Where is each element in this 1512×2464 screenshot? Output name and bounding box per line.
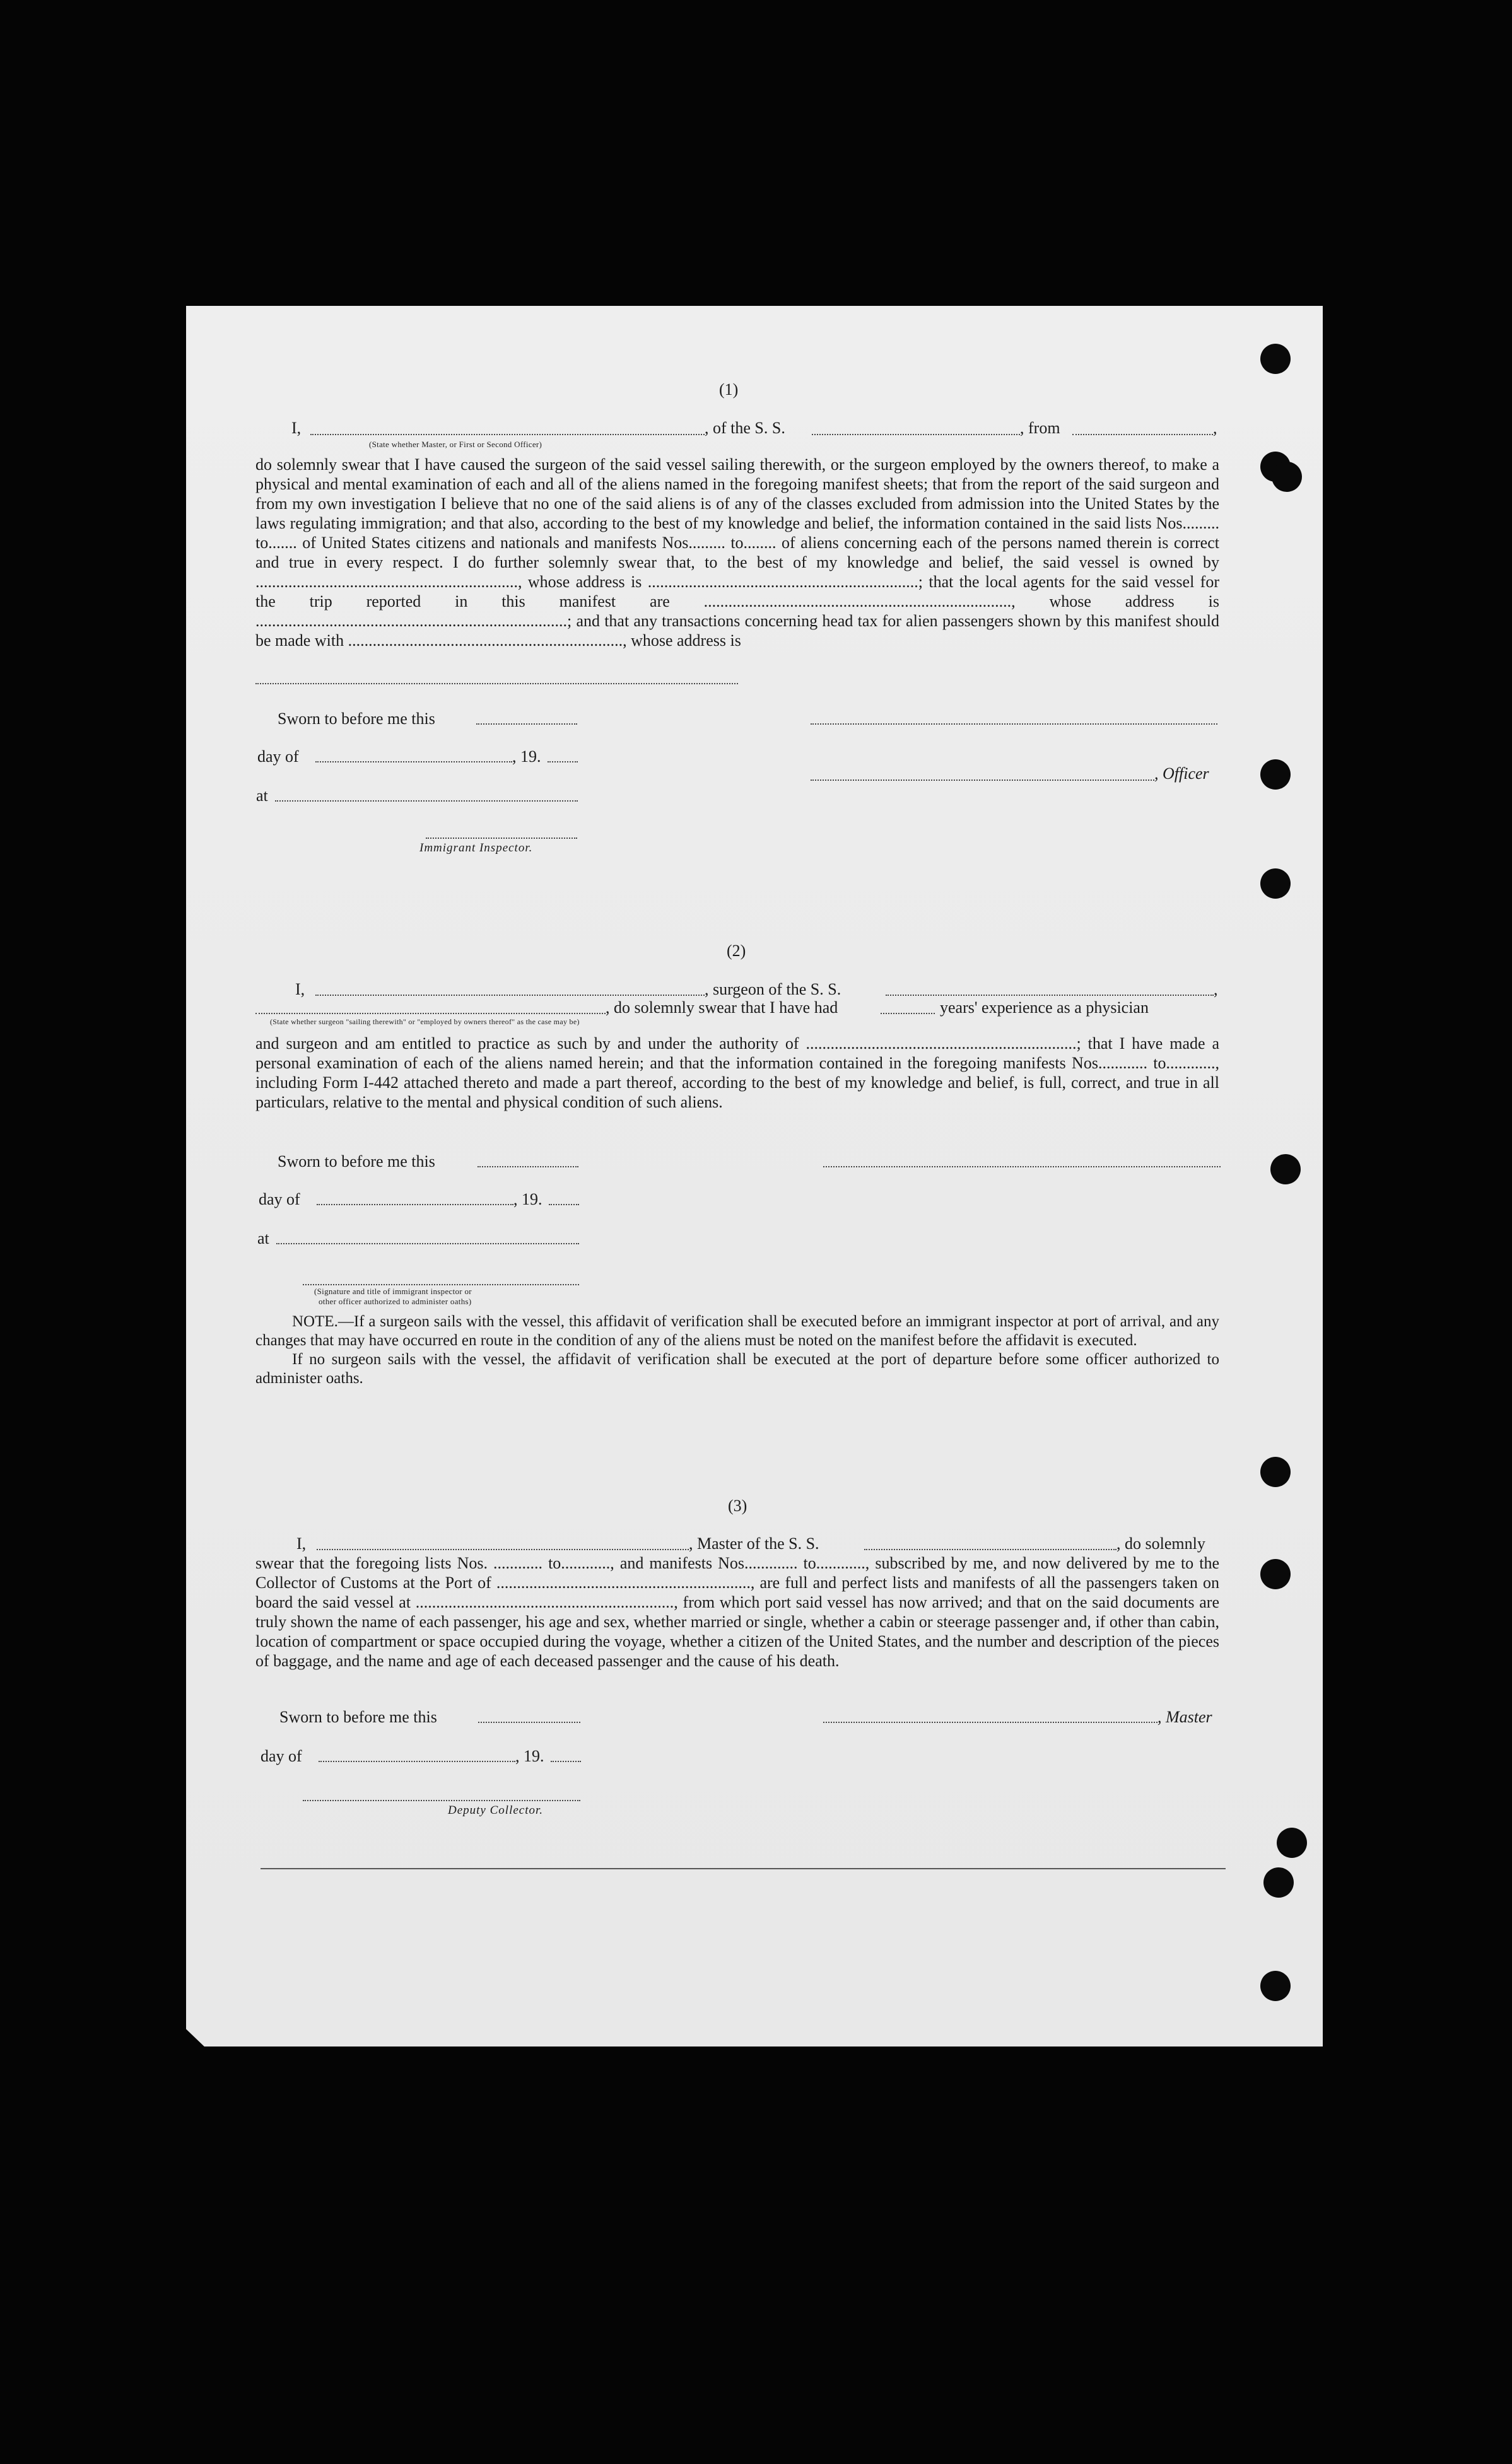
- binder-hole: [1270, 1154, 1301, 1184]
- s2-signature-hint-1: (Signature and title of immigrant inspector or: [314, 1287, 472, 1296]
- s1-line1-ship: , of the S. S.: [705, 419, 785, 437]
- s1-at-field[interactable]: [275, 800, 578, 802]
- binder-hole: [1277, 1828, 1307, 1858]
- s1-year-label: , 19.: [512, 747, 541, 766]
- s1-day-of-label: day of: [257, 747, 299, 766]
- binder-hole: [1260, 1559, 1291, 1589]
- binder-hole: [1260, 759, 1291, 790]
- s3-line1-prefix: I,: [296, 1534, 307, 1553]
- s2-sworn-label: Sworn to before me this: [278, 1152, 435, 1171]
- section-2-number: (2): [727, 942, 746, 960]
- section-3-oath-text: swear that the foregoing lists Nos. ............ to............, and manifests Nos............. to............, subscribed by me, and now delivered by me to the Collector of Customs at the Port of .............................................................., are full and perfect lists and manifests of all the passengers taken on board the said vessel at ..............................................................., from which port said vessel has now arrived; and that on the said documents are truly shown the name of each passenger, his age and sex, whether married or single, whether a cabin or steerage passenger and, if other than cabin, location of compartment or space occupied during the voyage, whether a citizen of the United States, and the number and description of the pieces of baggage, and the name and age of each deceased passenger and the cause of his death.: [255, 1554, 1219, 1670]
- s1-sworn-label: Sworn to before me this: [278, 709, 435, 728]
- s3-master-signature-line[interactable]: [823, 1722, 1157, 1723]
- s3-line1-ship: , Master of the S. S.: [689, 1534, 819, 1553]
- s2-line2-hint: (State whether surgeon "sailing therewith" or "employed by owners thereof" as the case may be): [270, 1017, 580, 1026]
- s1-officer-signature-line[interactable]: [811, 723, 1217, 725]
- binder-hole: [1260, 1457, 1291, 1487]
- s1-line1-end: ,: [1213, 419, 1217, 437]
- s1-inspector-signature-line[interactable]: [426, 838, 577, 839]
- s2-line1-prefix: I,: [295, 980, 305, 998]
- s1-line1-hint: (State whether Master, or First or Second Officer): [369, 440, 542, 449]
- s3-sworn-date-field[interactable]: [478, 1722, 580, 1723]
- from-port-field[interactable]: [1072, 434, 1213, 435]
- s2-at-field[interactable]: [276, 1243, 579, 1244]
- s2-at-label: at: [257, 1229, 269, 1247]
- section-1-number: (1): [719, 380, 739, 399]
- s1-day-field[interactable]: [315, 761, 512, 762]
- binder-hole: [1263, 1867, 1294, 1898]
- section-1-oath-text: do solemnly swear that I have caused the surgeon of the said vessel sailing therewith, or the surgeon employed by the owners thereof, to make a physical and mental examination of each and all of the aliens named in the foregoing manifest sheets; that from the report of the said surgeon and from my own investigation I believe that no one of the said aliens is of any of the classes excluded from admission into the United States by the laws regulating immigration; and that also, according to the best of my knowledge and belief, the information contained in the said lists Nos......... to....... of United States citizens and nationals and manifests Nos......... to........ of aliens concerning each of the persons named therein is correct and true in every respect. I do further solemnly swear that, to the best of my knowledge and belief, the said vessel is owned by ................................................................, whose address is ..................................................................; that the local agents for the said vessel for the trip reported in this manifest are ..........................................................................., whose address is ............................................................................; and that any transactions concerning head tax for alien passengers shown by this manifest should be made with ..................................................................., whose address is: [255, 455, 1219, 650]
- s3-line1-end: , do solemnly: [1116, 1534, 1205, 1553]
- s3-day-field[interactable]: [319, 1761, 515, 1762]
- years-experience-field[interactable]: [881, 1013, 935, 1014]
- s2-day-field[interactable]: [317, 1204, 513, 1205]
- s3-sworn-label: Sworn to before me this: [279, 1708, 437, 1726]
- s1-line1-from: , from: [1020, 419, 1060, 437]
- s3-collector-label: Deputy Collector.: [448, 1804, 544, 1817]
- binder-hole: [1272, 462, 1302, 492]
- s1-inspector-label: Immigrant Inspector.: [419, 841, 533, 855]
- s2-year-label: , 19.: [513, 1190, 542, 1208]
- s2-line1-end: ,: [1214, 980, 1218, 998]
- s2-day-of-label: day of: [259, 1190, 300, 1208]
- s2-line2-oath: , do solemnly swear that I have had: [606, 998, 838, 1017]
- binder-hole: [1260, 868, 1291, 899]
- surgeon-status-field[interactable]: [255, 1013, 606, 1014]
- s2-line1-ship: , surgeon of the S. S.: [705, 980, 841, 998]
- s3-master-name-field[interactable]: [317, 1549, 689, 1550]
- s3-ship-name-field[interactable]: [864, 1549, 1116, 1550]
- s1-year-field[interactable]: [548, 761, 578, 762]
- master-name-field[interactable]: [310, 434, 705, 435]
- section-2-note: NOTE.—If a surgeon sails with the vessel, this affidavit of verification shall be executed before an immigrant inspector at port of arrival, and any changes that may have occurred en route in the condition of any of the aliens must be noted on the manifest before the affidavit is executed. If no surgeon sails with the vessel, the affidavit of verification shall be executed at the port of departure before some officer authorized to administer oaths.: [255, 1313, 1219, 1387]
- s2-line2-years: years' experience as a physician: [940, 998, 1149, 1017]
- section-3-number: (3): [728, 1497, 747, 1515]
- s2-ship-name-field[interactable]: [886, 995, 1214, 996]
- s3-collector-signature-line[interactable]: [303, 1800, 580, 1801]
- binder-hole: [1260, 344, 1291, 374]
- s2-sworn-date-field[interactable]: [478, 1166, 578, 1167]
- bottom-rule: [261, 1868, 1226, 1869]
- section-2-oath-text: and surgeon and am entitled to practice as such by and under the authority of ..................................................................; that I have made a personal examination of each of the aliens named herein; and that the information contained in the foregoing manifests Nos............ to............, including Form I-442 attached thereto and made a part thereof, according to the best of my knowledge and belief, is full, correct, and true in all particulars, relative to the mental and physical condition of such aliens.: [255, 1034, 1219, 1111]
- s2-year-field[interactable]: [549, 1204, 579, 1205]
- s1-officer-name-field[interactable]: [811, 779, 1154, 781]
- s2-signature-hint-2: other officer authorized to administer oaths): [319, 1297, 472, 1306]
- s3-master-label: , Master: [1157, 1708, 1212, 1726]
- s3-year-label: , 19.: [515, 1747, 544, 1765]
- ship-name-field[interactable]: [812, 434, 1020, 435]
- s1-line1-prefix: I,: [291, 419, 302, 437]
- s1-officer-label: , Officer: [1154, 764, 1209, 783]
- s2-surgeon-signature-line[interactable]: [823, 1166, 1221, 1167]
- s1-at-label: at: [256, 786, 268, 805]
- s3-year-field[interactable]: [551, 1761, 581, 1762]
- binder-hole: [1260, 1971, 1291, 2001]
- s1-sworn-date-field[interactable]: [476, 723, 577, 725]
- s1-trailing-rule: [255, 683, 738, 684]
- surgeon-name-field[interactable]: [315, 995, 705, 996]
- s3-day-of-label: day of: [261, 1747, 302, 1765]
- s2-inspector-signature-line[interactable]: [303, 1284, 579, 1285]
